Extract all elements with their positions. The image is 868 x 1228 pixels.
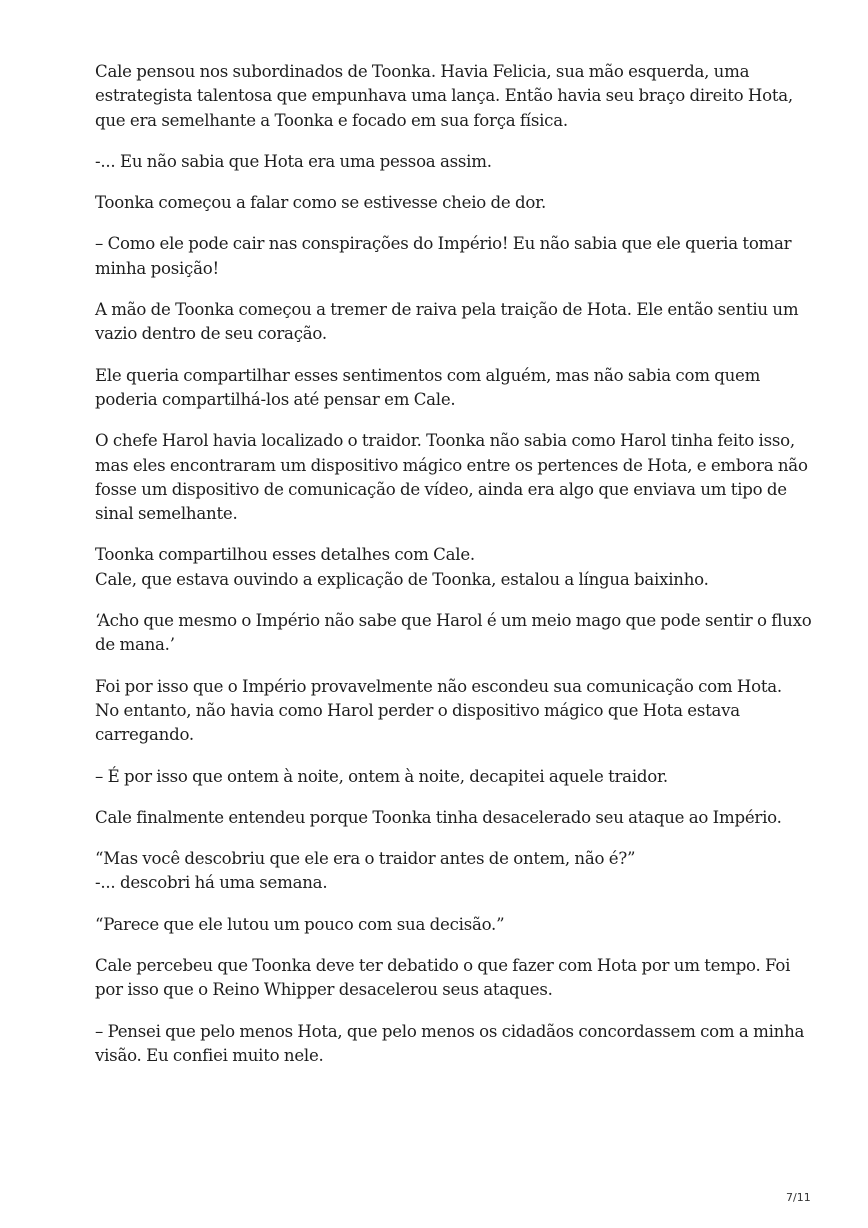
text-line: Cale, que estava ouvindo a explicação de Toonka, estalou a língua baixinho. <box>95 569 709 589</box>
text-line: -... descobri há uma semana. <box>95 873 328 893</box>
paragraph <box>95 609 812 658</box>
paragraph <box>95 806 795 830</box>
text-line: estrategista talentosa que empunhava uma lança. Então havia seu braço direito Hota, <box>95 86 793 106</box>
text-line: Cale pensou nos subordinados de Toonka. Havia Felicia, sua mão esquerda, uma <box>95 62 750 81</box>
text-line: A mão de Toonka começou a tremer de raiva pela traição de Hota. Ele então sentiu um <box>95 300 799 320</box>
text-line: Cale finalmente entendeu porque Toonka tinha desacelerado seu ataque ao Império. <box>95 807 782 827</box>
text-line: poderia compartilhá-los até pensar em Cale. <box>95 389 456 409</box>
text-line: mas eles encontraram um dispositivo mágico entre os pertences de Hota, e embora não <box>95 455 808 475</box>
text-line: “Mas você descobriu que ele era o traidor antes de ontem, não é?” <box>95 849 636 869</box>
paragraph <box>95 60 795 133</box>
paragraph <box>95 675 795 748</box>
paragraph <box>95 1020 805 1069</box>
text-line: visão. Eu confiei muito nele. <box>95 1045 324 1065</box>
paragraph <box>95 364 795 413</box>
text-line: fosse um dispositivo de comunicação de vídeo, ainda era algo que enviava um tipo de <box>95 479 787 499</box>
text-line: -... Eu não sabia que Hota era uma pessoa assim. <box>95 151 492 171</box>
text-line: sinal semelhante. <box>95 504 238 524</box>
text-line: Ele queria compartilhar esses sentimentos com alguém, mas não sabia com quem <box>95 365 761 385</box>
paragraph <box>95 150 795 174</box>
paragraph <box>95 913 795 937</box>
text-line: Cale percebeu que Toonka deve ter debatido o que fazer com Hota por um tempo. Foi <box>95 956 791 976</box>
text-line: – Pensei que pelo menos Hota, que pelo menos os cidadãos concordassem com a minha <box>95 1021 805 1041</box>
paragraph <box>95 765 795 789</box>
text-line: “Parece que ele lutou um pouco com sua decisão.” <box>95 914 505 934</box>
text-line: No entanto, não havia como Harol perder o dispositivo mágico que Hota estava <box>95 700 740 720</box>
paragraph <box>95 191 795 215</box>
text-line: Toonka compartilhou esses detalhes com Cale. <box>95 545 475 565</box>
paragraph <box>95 847 795 896</box>
page-number: 7/11 <box>786 1191 811 1204</box>
text-line: vazio dentro de seu coração. <box>95 324 327 344</box>
text-line: O chefe Harol havia localizado o traidor. Toonka não sabia como Harol tinha feito isso, <box>95 431 795 451</box>
paragraph <box>95 954 795 1003</box>
text-line: Foi por isso que o Império provavelmente não escondeu sua comunicação com Hota. <box>95 676 782 696</box>
text-line: carregando. <box>95 725 194 745</box>
paragraph <box>95 429 808 526</box>
text-line: – É por isso que ontem à noite, ontem à noite, decapitei aquele traidor. <box>95 766 668 786</box>
paragraph <box>95 543 795 592</box>
text-line: ‘Acho que mesmo o Império não sabe que Harol é um meio mago que pode sentir o fluxo <box>95 611 812 631</box>
text-line: que era semelhante a Toonka e focado em sua força física. <box>95 110 568 130</box>
text-line: por isso que o Reino Whipper desacelerou seus ataques. <box>95 980 553 1000</box>
text-line: minha posição! <box>95 258 219 278</box>
text-line: – Como ele pode cair nas conspirações do Império! Eu não sabia que ele queria tomar <box>95 234 792 254</box>
text-line: Toonka começou a falar como se estivesse cheio de dor. <box>95 193 546 213</box>
text-line: de mana.’ <box>95 635 175 655</box>
document-body <box>95 60 812 1085</box>
paragraph <box>95 298 799 347</box>
paragraph <box>95 232 795 281</box>
